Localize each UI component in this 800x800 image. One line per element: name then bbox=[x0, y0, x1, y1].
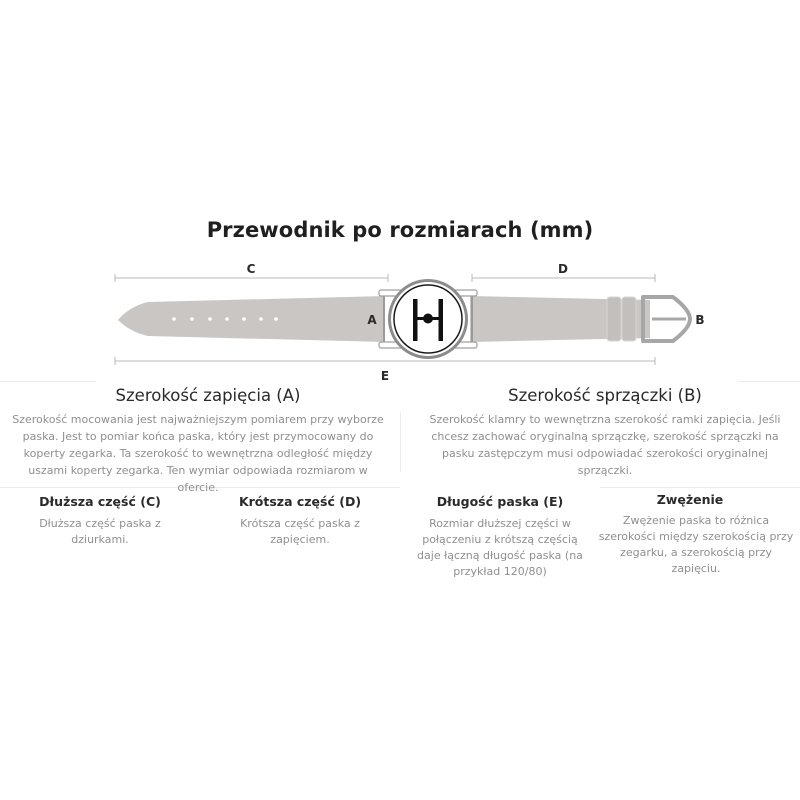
strap-diagram bbox=[0, 250, 800, 390]
buckle-icon bbox=[643, 297, 690, 341]
divider-vertical bbox=[400, 412, 401, 472]
longer-part-title: Dłuższa część (C) bbox=[39, 494, 161, 509]
longer-part-text: Dłuższa część paska z dziurkami. bbox=[39, 517, 161, 546]
buckle-width-heading: Szerokość sprzączki (B) bbox=[508, 386, 702, 405]
label-d: D bbox=[558, 262, 568, 276]
buckle-width-text: Szerokość klamry to wewnętrzna szerokość ramki zapięcia. Jeśli chcesz zachować oryginalną sprzączkę, szerokość sprzączki na pasku zastępczym musi odpowiadać szerokości oryginalnej sprzączki. bbox=[429, 413, 781, 477]
divider-top-right bbox=[738, 381, 800, 382]
label-b: B bbox=[695, 313, 705, 327]
clasp-width-text: Szerokość mocowania jest najważniejszym pomiarem przy wyborze paska. Jest to pomiar końca paska, który jest przymocowany do koperty zegarka. Ta szerokość to wewnętrzna odległość między uszami koperty zegarka. Ten wymiar odpowiada rozmiarom w ofercie. bbox=[12, 413, 384, 494]
long-strap bbox=[118, 296, 385, 342]
divider-middle-right bbox=[600, 487, 800, 488]
divider-top-left bbox=[0, 381, 96, 382]
label-a: A bbox=[367, 313, 377, 327]
shorter-part-text: Krótsza część paska z zapięciem. bbox=[240, 517, 360, 546]
taper-title: Zwężenie bbox=[656, 492, 724, 507]
strap-keepers bbox=[607, 297, 636, 341]
label-c: C bbox=[246, 262, 256, 276]
dimension-line-e bbox=[115, 357, 655, 365]
page-title: Przewodnik po rozmiarach (mm) bbox=[206, 218, 594, 242]
strap-length-text: Rozmiar dłuższej części w połączeniu z krótszą częścią daje łączną długość paska (na przykład 120/80) bbox=[417, 517, 583, 578]
label-e: E bbox=[380, 369, 390, 383]
shorter-part-title: Krótsza część (D) bbox=[238, 494, 362, 509]
clasp-width-heading: Szerokość zapięcia (A) bbox=[115, 386, 301, 405]
strap-length-title: Długość paska (E) bbox=[436, 494, 564, 509]
watch-case-icon bbox=[388, 279, 468, 359]
taper-text: Zwężenie paska to różnica szerokości między szerokością przy zegarku, a szerokością przy zapięciu. bbox=[598, 514, 794, 575]
